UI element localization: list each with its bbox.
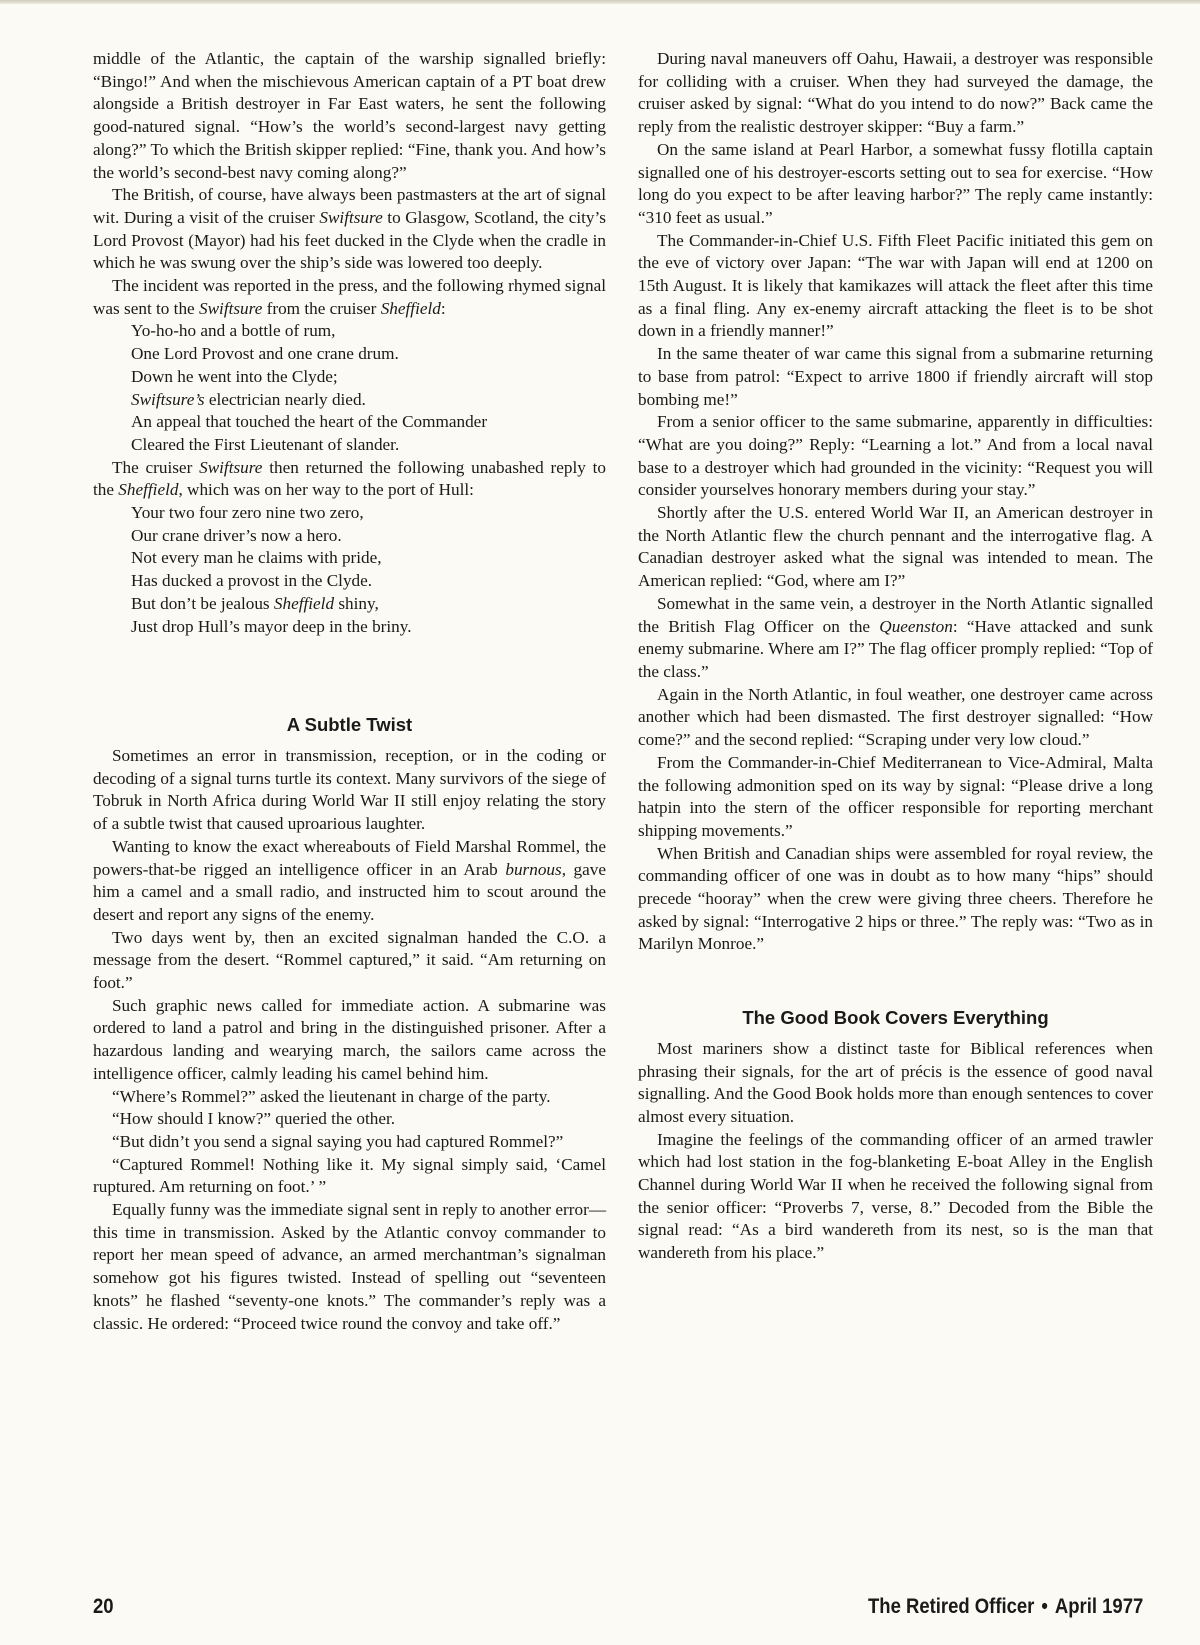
- paragraph: Shortly after the U.S. entered World War II, an American destroyer in the North Atlantic flew the church pennant and the interrogative flag. A Canadian destroyer asked what the signal was intended to mean. The American replied: “God, where am I?”: [638, 503, 1153, 591]
- issue-date: April 1977: [1054, 1595, 1144, 1618]
- paragraph: “Where’s Rommel?” asked the lieutenant in charge of the party.: [112, 1086, 551, 1106]
- section-heading-subtle-twist: A Subtle Twist: [286, 714, 413, 736]
- paragraph: “But didn’t you send a signal saying you had captured Rommel?”: [112, 1131, 564, 1151]
- paragraph: In the same theater of war came this signal from a submarine returning to base from patrol: “Expect to arrive 1800 if friendly aircraft will stop bombing me!”: [638, 344, 1153, 409]
- verse-line: Swiftsure’s electrician nearly died.: [131, 389, 366, 409]
- bullet-separator: •: [1041, 1595, 1048, 1618]
- paragraph: “How should I know?” queried the other.: [112, 1109, 396, 1129]
- rhymed-reply-swiftsure: [131, 502, 606, 638]
- paragraph: Imagine the feelings of the commanding officer of an armed trawler which had lost station in the fog-blanketing E-boat Alley in the English Channel during World War II when he received the following signal from the senior officer: “Proverbs 7, verse, 8.” Decoded from the Bible the signal read: “As a bird wandereth from its nest, so is the man that wandereth from his place.”: [638, 1129, 1153, 1263]
- left-column: [93, 48, 606, 1335]
- rhymed-signal-sheffield: [131, 320, 606, 456]
- verse-line: Has ducked a provost in the Clyde.: [131, 571, 373, 591]
- paragraph: From a senior officer to the same submarine, apparently in difficulties: “What are you doing?” Reply: “Learning a lot.” And from a local naval base to a destroyer which had grounded in the vicinity: “Request you will consider yourselves honorary members during your stay.”: [638, 412, 1153, 500]
- verse-line: Your two four zero nine two zero,: [131, 503, 364, 523]
- verse-line: But don’t be jealous Sheffield shiny,: [131, 593, 379, 613]
- paragraph: During naval maneuvers off Oahu, Hawaii, a destroyer was responsible for colliding with a cruiser. When they had surveyed the damage, the cruiser asked by signal: “What do you intend to do now?” Back came the reply from the realistic destroyer skipper: “Buy a farm.”: [638, 49, 1153, 137]
- paragraph: Again in the North Atlantic, in foul weather, one destroyer came across another which had been dismasted. The first destroyer signalled: “How come?” and the second replied: “Scraping under very low cloud.”: [638, 684, 1153, 750]
- paragraph: From the Commander-in-Chief Mediterranean to Vice-Admiral, Malta the following admonition sped on its way by signal: “Please drive a long hatpin into the stern of the officer responsible for reporting merchant shipping movements.”: [638, 752, 1153, 840]
- verse-line: Our crane driver’s now a hero.: [131, 525, 342, 545]
- running-footer: [868, 1595, 1143, 1619]
- paragraph: When British and Canadian ships were assembled for royal review, the commanding officer of one was in doubt as to how many “hips” should precede “hooray” when the crew were giving three cheers. Therefore he asked by signal: “Interrogative 2 hips or three.” The reply was: “Two as in Marilyn Monroe.”: [638, 843, 1153, 954]
- paragraph: The incident was reported in the press, and the following rhymed signal was sent to the Swiftsure from the cruiser Sheffield:: [93, 276, 606, 318]
- paragraph: Equally funny was the immediate signal sent in reply to another error—this time in transmission. Asked by the Atlantic convoy commander to report her mean speed of advance, an armed merchantman’s signalman somehow got his figures twisted. Instead of spelling out “seventeen knots” he flashed “seventy-one knots.” The commander’s reply was a classic. He ordered: “Proceed twice round the convoy and take off.”: [93, 1200, 607, 1333]
- paragraph: Somewhat in the same vein, a destroyer in the North Atlantic signalled the British Flag Officer on the Queenston: “Have attacked and sunk enemy submarine. Where am I?” The flag officer promply replied: “Top of the class.”: [638, 593, 1153, 681]
- right-column: [638, 48, 1153, 1265]
- section-heading-good-book: The Good Book Covers Everything: [742, 1007, 1049, 1029]
- page-top-edge: [0, 0, 1200, 4]
- verse-line: One Lord Provost and one crane drum.: [131, 344, 399, 364]
- paragraph: Wanting to know the exact whereabouts of Field Marshal Rommel, the powers-that-be rigged an intelligence officer in an Arab burnous, gave him a camel and a small radio, and instructed him to scout around the desert and report any signs of the enemy.: [93, 836, 607, 924]
- paragraph: Sometimes an error in transmission, reception, or in the coding or decoding of a signal turns turtle its context. Many survivors of the siege of Tobruk in North Africa during World War II still enjoy relating the story of a subtle twist that caused uproarious laughter.: [93, 745, 606, 834]
- verse-line: Yo-ho-ho and a bottle of rum,: [131, 321, 336, 341]
- verse-line: Cleared the First Lieutenant of slander.: [131, 434, 400, 454]
- paragraph: Most mariners show a distinct taste for Biblical references when phrasing their signals, for the art of précis is the essence of good naval signalling. And the Good Book holds more than enough sentences to cover almost every situation.: [638, 1038, 1153, 1126]
- paragraph: “Captured Rommel! Nothing like it. My signal simply said, ‘Camel ruptured. Am returning on foot.’ ”: [93, 1154, 606, 1197]
- verse-line: Down he went into the Clyde;: [131, 366, 338, 386]
- verse-line: Not every man he claims with pride,: [131, 548, 382, 568]
- verse-line: Just drop Hull’s mayor deep in the briny.: [131, 616, 412, 636]
- publication-title: The Retired Officer: [868, 1595, 1035, 1618]
- paragraph: Two days went by, then an excited signalman handed the C.O. a message from the desert. “Rommel captured,” it said. “Am returning on foot.”: [93, 927, 606, 993]
- page-number: 20: [93, 1595, 114, 1618]
- paragraph: The British, of course, have always been pastmasters at the art of signal wit. During a visit of the cruiser Swiftsure to Glasgow, Scotland, the city’s Lord Provost (Mayor) had his feet ducked in the Clyde when the cradle in which he was swung over the ship’s side was lowered too deeply.: [93, 185, 606, 273]
- verse-line: An appeal that touched the heart of the Commander: [131, 412, 488, 432]
- paragraph: The cruiser Swiftsure then returned the following unabashed reply to the Sheffield, which was on her way to the port of Hull:: [93, 457, 606, 500]
- paragraph: Such graphic news called for immediate action. A submarine was ordered to land a patrol and bring in the distinguished prisoner. After a hazardous landing and wearying march, the sailors came across the intelligence officer, calmly leading his camel behind him.: [93, 995, 606, 1083]
- paragraph: middle of the Atlantic, the captain of the warship signalled briefly: “Bingo!” And when the mischievous American captain of a PT boat drew alongside a British destroyer in Far East waters, he sent the following good-natured signal. “How’s the world’s second-largest navy getting along?” To which the British skipper replied: “Fine, thank you. And how’s the world’s second-best navy coming along?”: [93, 49, 606, 182]
- paragraph: On the same island at Pearl Harbor, a somewhat fussy flotilla captain signalled one of his destroyer-escorts setting out to sea for exercise. “How long do you expect to be after leaving harbor?” The reply came instantly: “310 feet as usual.”: [638, 139, 1153, 227]
- paragraph: The Commander-in-Chief U.S. Fifth Fleet Pacific initiated this gem on the eve of victory over Japan: “The war with Japan will end at 1200 on 15th August. It is likely that kamikazes will attack the fleet after this time as a final fling. Any ex-enemy aircraft attacking the fleet is to be shot down in a friendly manner!”: [638, 230, 1153, 341]
